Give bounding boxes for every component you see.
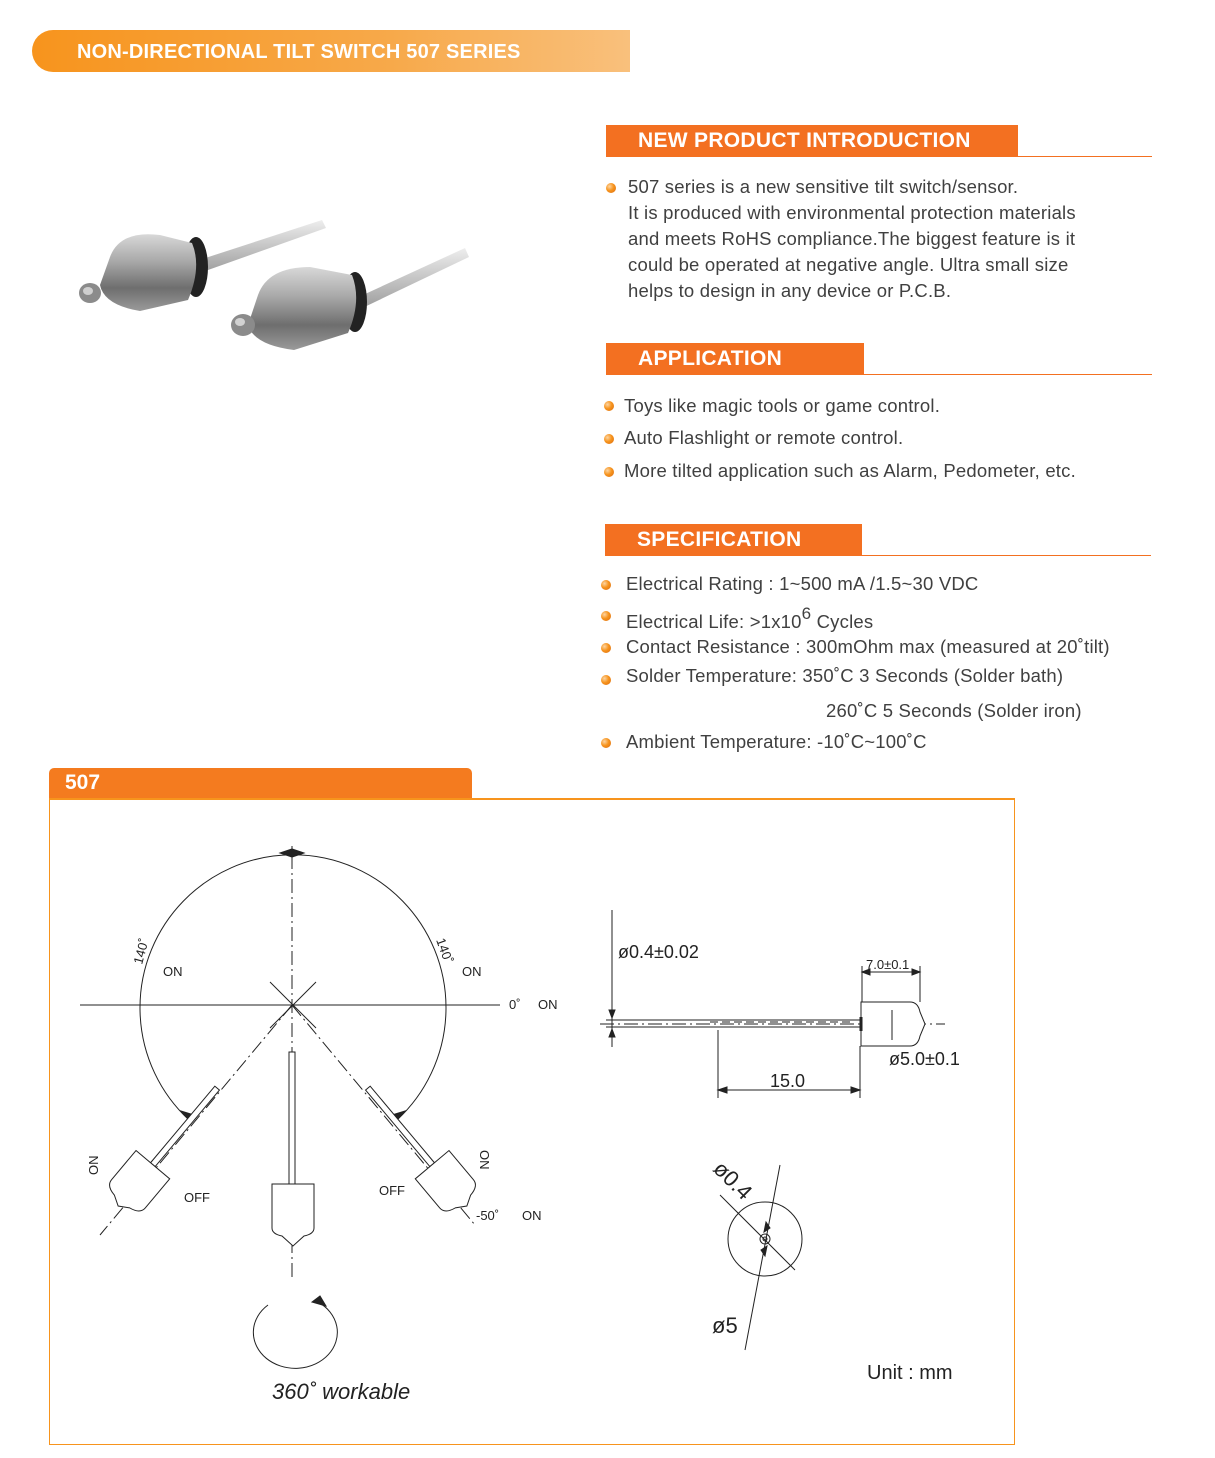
- spec-life-suffix: Cycles: [816, 611, 874, 632]
- cap-length-label: 7.0±0.1: [866, 957, 910, 972]
- spec-solder-temperature: Solder Temperature: 350˚C 3 Seconds (Solder bath): [626, 665, 1064, 686]
- workable-label: 360˚ workable: [272, 1379, 411, 1404]
- on-label-minus-fifty: ON: [522, 1208, 542, 1223]
- spec-solder-iron: 260˚C 5 Seconds (Solder iron): [826, 700, 1082, 721]
- application-item: Auto Flashlight or remote control.: [624, 427, 904, 448]
- application-item: Toys like magic tools or game control.: [624, 395, 941, 416]
- pin-diameter-label: ø0.4: [708, 1155, 758, 1205]
- on-label-zero: ON: [538, 997, 558, 1012]
- off-label-right: OFF: [379, 1183, 405, 1198]
- intro-line: 507 series is a new sensitive tilt switch/sensor.: [628, 176, 1019, 197]
- angle-left-label: 140˚: [130, 936, 152, 966]
- intro-line: could be operated at negative angle. Ultra small size: [628, 254, 1069, 275]
- application-heading: APPLICATION: [638, 347, 783, 370]
- intro-heading: NEW PRODUCT INTRODUCTION: [638, 129, 971, 152]
- angle-right-label: 140˚: [433, 935, 457, 966]
- on-label-left: ON: [163, 964, 183, 979]
- intro-line: helps to design in any device or P.C.B.: [628, 280, 952, 301]
- spec-life-exponent: 6: [801, 604, 812, 623]
- minus-fifty-label: -50˚: [476, 1208, 500, 1223]
- intro-line: It is produced with environmental protection materials: [628, 202, 1076, 223]
- spec-life-prefix: Electrical Life: >1x10: [626, 611, 802, 632]
- side-view-dimensions: [600, 910, 945, 1098]
- model-label: 507: [65, 771, 101, 794]
- spec-contact-resistance: Contact Resistance : 300mOhm max (measured at 20˚tilt): [626, 636, 1110, 657]
- body-diameter-label: ø5.0±0.1: [889, 1049, 960, 1069]
- tilt-angle-diagram: [80, 846, 500, 1368]
- specification-heading: SPECIFICATION: [637, 528, 802, 551]
- page-title: NON-DIRECTIONAL TILT SWITCH 507 SERIES: [77, 41, 521, 63]
- end-diameter-label: ø5: [712, 1313, 738, 1338]
- spec-electrical-rating: Electrical Rating : 1~500 mA /1.5~30 VDC: [626, 573, 979, 594]
- spec-ambient-temperature: Ambient Temperature: -10˚C~100˚C: [626, 731, 927, 752]
- application-item: More tilted application such as Alarm, Pedometer, etc.: [624, 460, 1076, 481]
- intro-line: and meets RoHS compliance.The biggest feature is it: [628, 228, 1076, 249]
- on-label-right: ON: [462, 964, 482, 979]
- on-label-tilt-right: ON: [477, 1150, 492, 1170]
- zero-degree-label: 0˚: [509, 997, 521, 1012]
- lead-diameter-label: ø0.4±0.02: [618, 942, 699, 962]
- unit-label: Unit : mm: [867, 1362, 953, 1384]
- lead-length-label: 15.0: [770, 1071, 806, 1091]
- on-label-tilt-left: ON: [86, 1155, 101, 1175]
- off-label-left: OFF: [184, 1190, 210, 1205]
